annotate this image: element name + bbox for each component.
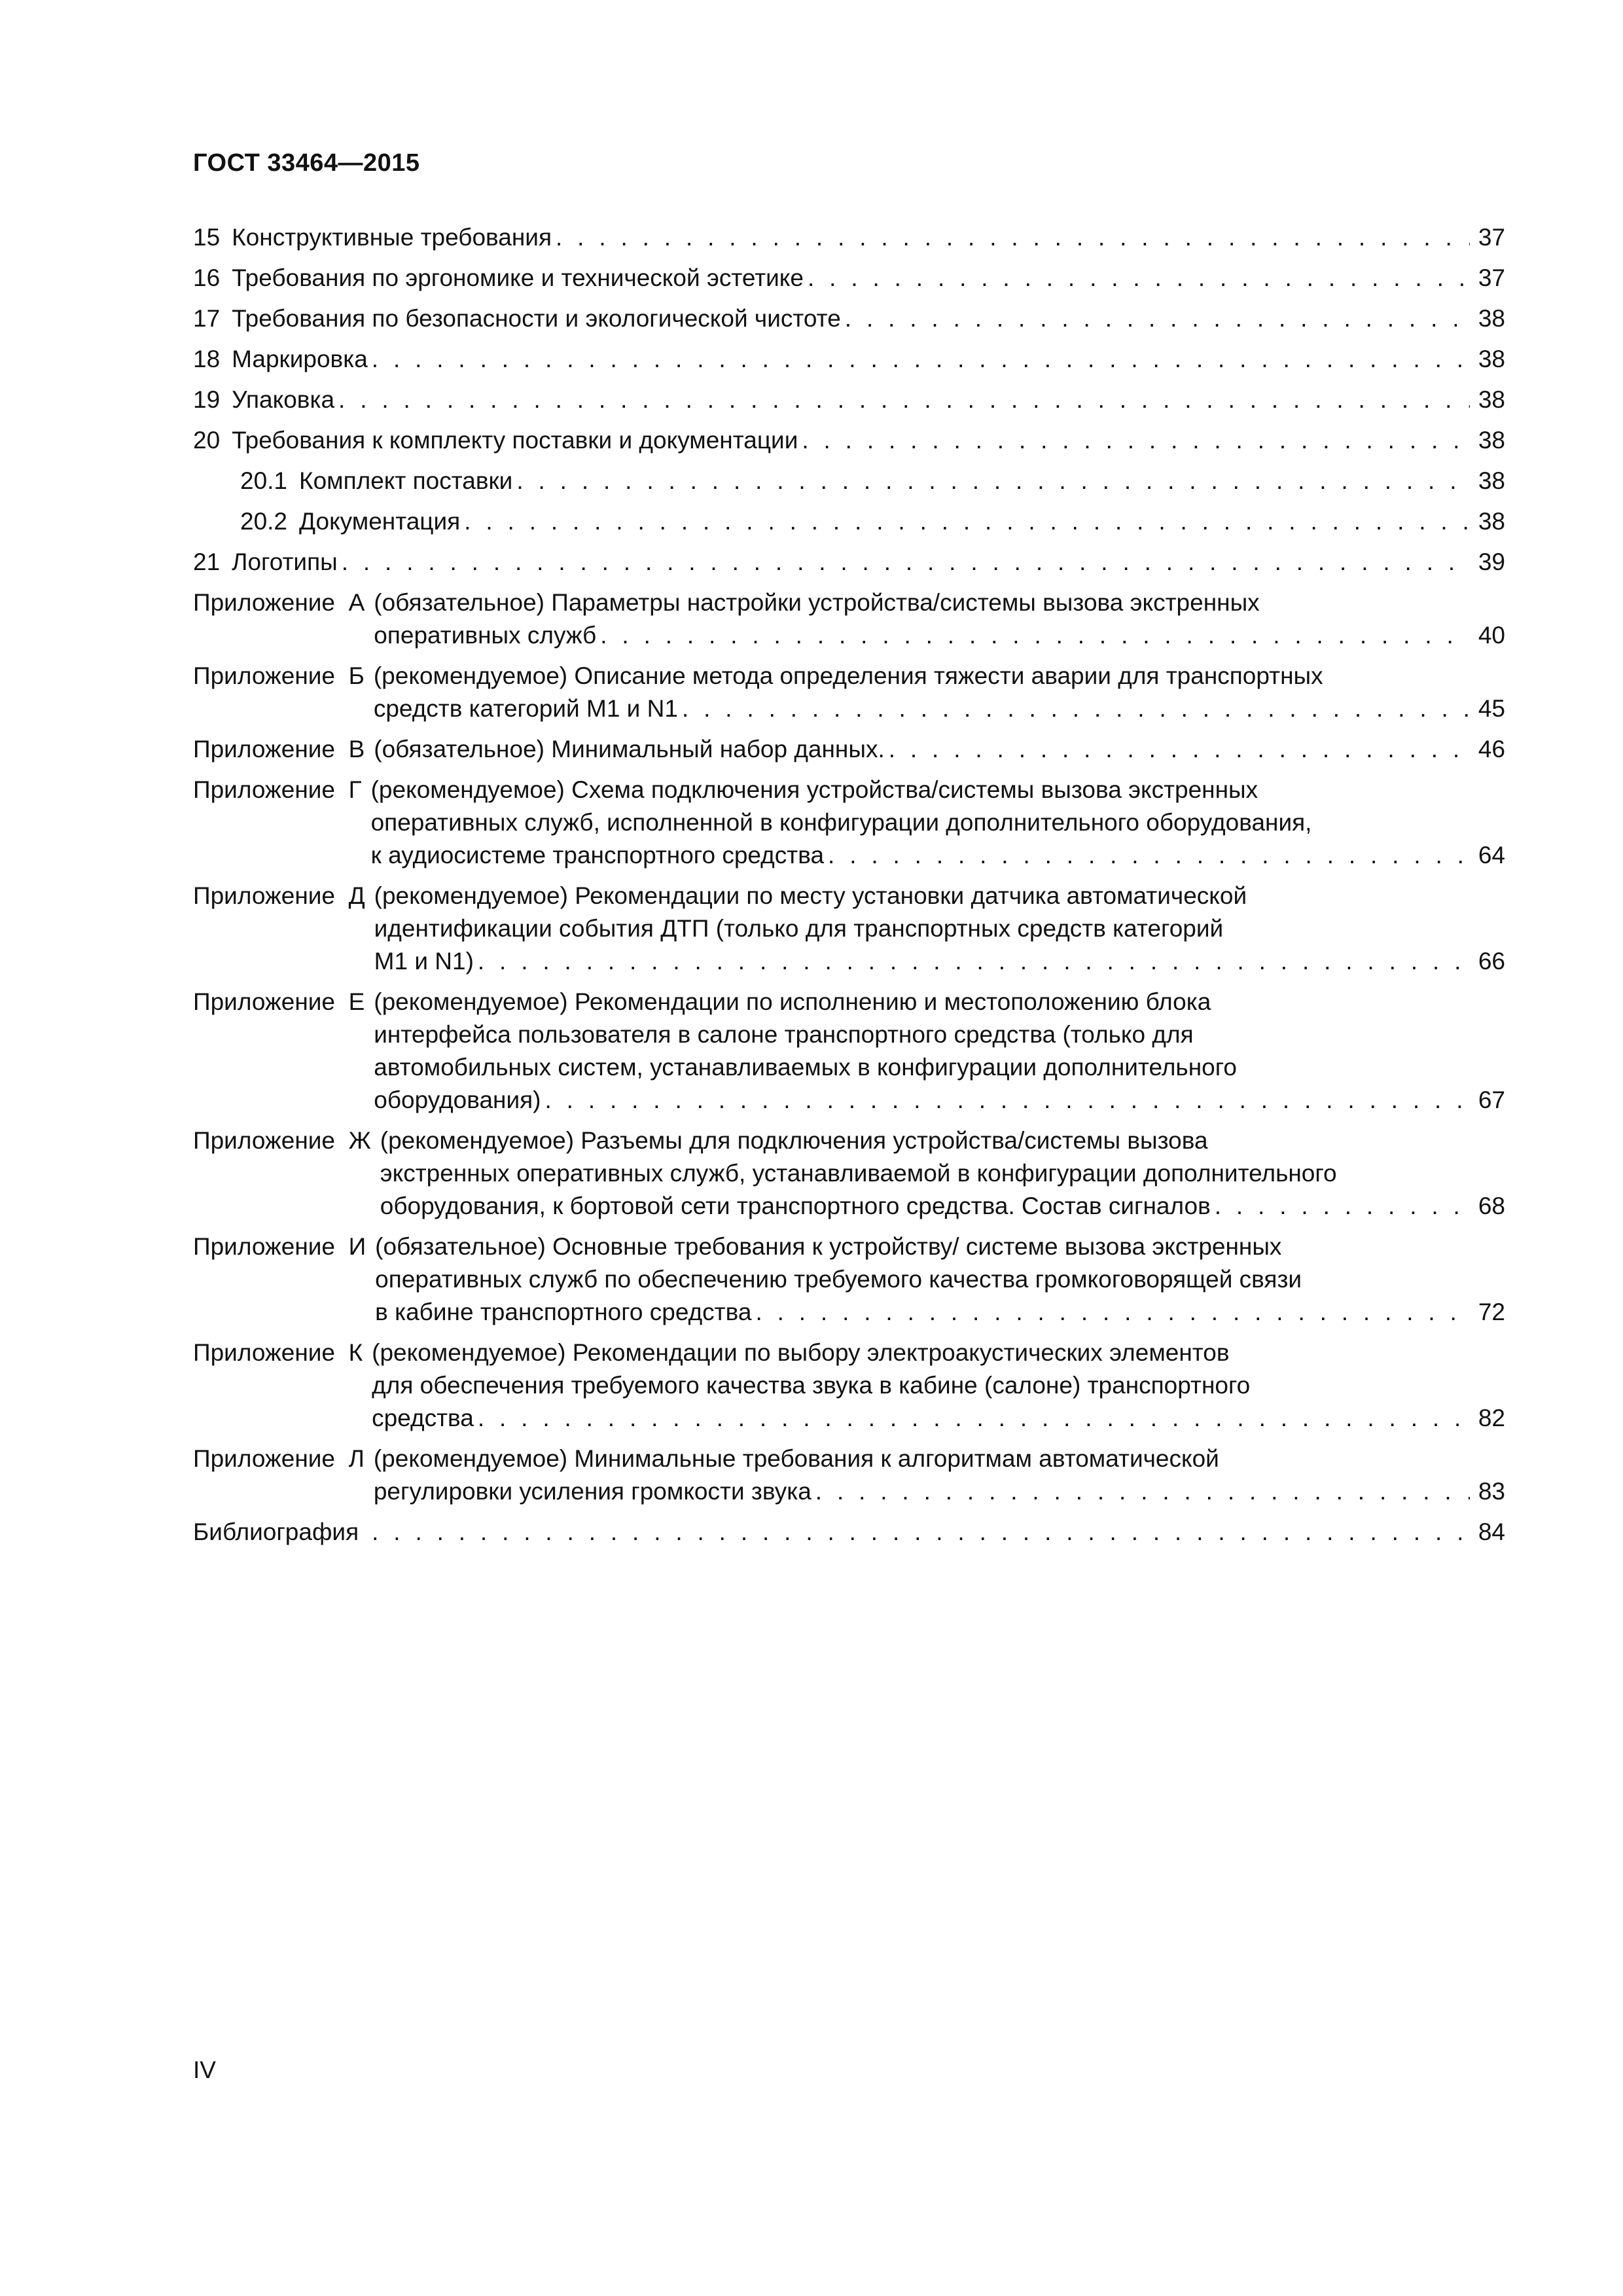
toc-entry-body: [299, 465, 1505, 497]
toc-dot-leader: [755, 1296, 1470, 1329]
toc-entry-title-line: идентификации события ДТП (только для транспортных средств категорий: [374, 915, 1224, 942]
toc-entry-last-line: [374, 692, 1505, 725]
toc-entry-title-line: средства: [372, 1405, 474, 1431]
toc-page-number: 38: [1478, 305, 1505, 332]
toc-entry[interactable]: [193, 733, 1505, 766]
toc-entry-last-line: [375, 1296, 1505, 1329]
toc-entry[interactable]: [193, 986, 1505, 1117]
toc-entry-body: [232, 384, 1505, 416]
toc-dot-leader: [808, 262, 1470, 295]
toc-entry[interactable]: [193, 546, 1505, 579]
toc-entry-last-line: [371, 839, 1505, 872]
toc-page-number: 84: [1478, 1518, 1505, 1545]
toc-entry-label: Приложение Л: [193, 1445, 365, 1472]
toc-entry-label: Приложение К: [193, 1339, 363, 1366]
toc-entry-last-line: [374, 945, 1505, 978]
toc-page-number: 45: [1478, 695, 1505, 722]
toc-entry-title-line: (обязательное) Минимальный набор данных.: [374, 736, 885, 762]
toc-entry-title-line: Конструктивные требования: [232, 224, 552, 251]
toc-entry-title-line: интерфейса пользователя в салоне транспортного средства (только для: [374, 1021, 1194, 1048]
toc-entry-last-line: [374, 733, 1505, 766]
toc-dot-leader: [556, 221, 1470, 254]
toc-entry-last-line: [299, 465, 1505, 497]
toc-entry-title-line: Логотипы: [232, 548, 338, 575]
toc-entry-body: [374, 733, 1505, 766]
toc-entry[interactable]: [193, 465, 1505, 497]
toc-entry[interactable]: [193, 1230, 1505, 1329]
toc-entry-title-line: регулировки усиления громкости звука: [373, 1478, 812, 1505]
toc-entry-label: Приложение И: [193, 1233, 366, 1260]
toc-entry-title-line: Маркировка: [232, 346, 368, 372]
toc-dot-leader: [815, 1475, 1470, 1508]
toc-dot-leader: [682, 692, 1470, 725]
toc-entry-title-line: оборудования): [374, 1086, 541, 1113]
toc-page-number: 66: [1478, 948, 1505, 975]
toc-entry-last-line: [232, 302, 1505, 335]
toc-entry-body: [374, 1443, 1505, 1508]
page-number: IV: [193, 2056, 216, 2083]
toc-entry-label: Приложение В: [193, 736, 365, 762]
toc-entry-body: [232, 262, 1505, 295]
toc-entry-title-line: к аудиосистеме транспортного средства: [370, 842, 825, 869]
toc-dot-leader: [516, 465, 1470, 497]
toc-entry-body: [232, 343, 1505, 376]
toc-entry-title-line: М1 и N1): [374, 948, 474, 975]
toc-entry-title-line: Требования по эргономике и технической эстетике: [232, 264, 804, 291]
toc-entry-number: 20.2: [240, 508, 288, 535]
toc-page-number: 37: [1478, 224, 1505, 251]
table-of-contents: [193, 221, 1505, 1556]
toc-entry-title-line: оперативных служб, исполненной в конфигурации дополнительного оборудования,: [370, 809, 1312, 836]
toc-entry[interactable]: [193, 1336, 1505, 1435]
toc-entry-label: Библиография: [193, 1518, 359, 1545]
toc-page-number: 38: [1478, 386, 1505, 413]
toc-entry-body: [232, 221, 1505, 254]
toc-entry-title-line: (обязательное) Параметры настройки устройства/системы вызова экстренных: [374, 589, 1260, 616]
toc-entry-last-line: [232, 221, 1505, 254]
toc-entry[interactable]: [193, 586, 1505, 652]
toc-page-number: 83: [1478, 1478, 1505, 1505]
toc-entry-title-line: автомобильных систем, устанавливаемых в конфигурации дополнительного: [374, 1054, 1237, 1081]
toc-entry-title-line: для обеспечения требуемого качества звука в кабине (салоне) транспортного: [372, 1372, 1251, 1399]
toc-entry-body: [374, 880, 1505, 978]
toc-entry-last-line: [380, 1190, 1505, 1223]
toc-dot-leader: [600, 619, 1470, 652]
toc-page-number: 46: [1478, 736, 1505, 762]
toc-page-number: 72: [1478, 1299, 1505, 1325]
toc-entry-last-line: [299, 505, 1505, 538]
toc-entry-body: [374, 586, 1505, 652]
toc-dot-leader: [845, 302, 1470, 335]
toc-entry-title-line: оборудования, к бортовой сети транспортного средства. Состав сигналов: [380, 1193, 1211, 1219]
toc-entry-title-line: (рекомендуемое) Схема подключения устройства/системы вызова экстренных: [370, 776, 1258, 803]
toc-entry-body: [232, 546, 1505, 579]
toc-entry-last-line: [374, 1475, 1505, 1508]
toc-page-number: 37: [1478, 264, 1505, 291]
toc-entry[interactable]: [193, 1443, 1505, 1508]
toc-page-number: 38: [1478, 508, 1505, 535]
toc-entry-title-line: Документация: [299, 508, 461, 535]
toc-page-number: 64: [1478, 842, 1505, 869]
toc-entry-title-line: (рекомендуемое) Рекомендации по выбору электроакустических элементов: [372, 1339, 1230, 1366]
toc-entry-label: Приложение Б: [193, 662, 365, 689]
toc-entry-number: 18: [193, 346, 221, 372]
toc-entry[interactable]: [193, 302, 1505, 335]
toc-dot-leader: [545, 1084, 1471, 1117]
toc-entry-title-line: (обязательное) Основные требования к устройству/ системе вызова экстренных: [375, 1233, 1282, 1260]
toc-entry-number: 20: [193, 427, 221, 454]
toc-entry-title-line: средств категорий М1 и N1: [373, 695, 678, 722]
toc-entry-body: [380, 1124, 1505, 1223]
toc-entry-title-line: Упаковка: [232, 386, 335, 413]
toc-page-number: 40: [1478, 622, 1505, 649]
toc-entry-title-line: Требования по безопасности и экологической чистоте: [232, 305, 841, 332]
toc-entry-label: Приложение Ж: [193, 1127, 371, 1154]
toc-dot-leader: [478, 945, 1470, 978]
toc-page-number: 38: [1478, 427, 1505, 454]
toc-entry-label: Приложение Д: [193, 882, 365, 909]
toc-entry-title-line: экстренных оперативных служб, устанавливаемой в конфигурации дополнительного: [380, 1160, 1337, 1187]
toc-entry[interactable]: [193, 343, 1505, 376]
toc-page-number: 38: [1478, 346, 1505, 372]
toc-entry-body: [232, 302, 1505, 335]
toc-dot-leader: [342, 546, 1470, 579]
toc-entry-body: [299, 505, 1505, 538]
toc-entry-title-line: оперативных служб: [374, 622, 597, 649]
toc-entry-label: Приложение Г: [193, 776, 362, 803]
toc-entry[interactable]: [193, 774, 1505, 872]
toc-dot-leader: [1215, 1190, 1470, 1223]
toc-entry-number: 15: [193, 224, 221, 251]
toc-entry[interactable]: [193, 262, 1505, 295]
toc-dot-leader: [828, 839, 1470, 872]
toc-dot-leader: [372, 343, 1470, 376]
toc-entry-title-line: (рекомендуемое) Описание метода определения тяжести аварии для транспортных: [373, 662, 1323, 689]
toc-entry-number: 16: [193, 264, 221, 291]
toc-entry-last-line: [372, 1402, 1505, 1435]
toc-page-number: 39: [1478, 548, 1505, 575]
toc-entry[interactable]: [193, 221, 1505, 254]
toc-entry-last-line: [374, 619, 1505, 652]
toc-entry-number: 19: [193, 386, 221, 413]
toc-entry-last-line: [374, 1084, 1505, 1117]
toc-entry-title-line: (рекомендуемое) Рекомендации по исполнению и местоположению блока: [374, 988, 1211, 1015]
toc-entry-title-line: оперативных служб по обеспечению требуемого качества громкоговорящей связи: [375, 1266, 1302, 1293]
toc-entry-title-line: Требования к комплекту поставки и документации: [232, 427, 798, 454]
toc-entry[interactable]: [193, 424, 1505, 457]
toc-entry-last-line: [232, 546, 1505, 579]
toc-entry-body: [372, 1336, 1505, 1435]
toc-entry-last-line: [232, 424, 1505, 457]
toc-entry-title-line: (рекомендуемое) Минимальные требования к алгоритмам автоматической: [373, 1445, 1219, 1472]
toc-entry-body: [368, 1516, 1505, 1549]
toc-entry-last-line: [232, 384, 1505, 416]
toc-dot-leader: [889, 733, 1470, 766]
toc-entry-label: Приложение А: [193, 589, 365, 616]
toc-page-number: 38: [1478, 467, 1505, 494]
toc-entry-number: 17: [193, 305, 221, 332]
toc-entry-last-line: [232, 262, 1505, 295]
toc-entry-body: [374, 986, 1505, 1117]
toc-dot-leader: [464, 505, 1470, 538]
toc-entry-body: [374, 660, 1505, 725]
toc-entry[interactable]: [193, 880, 1505, 978]
document-number-header: ГОСТ 33464—2015: [193, 149, 420, 177]
toc-dot-leader: [478, 1402, 1470, 1435]
toc-page-number: 67: [1478, 1086, 1505, 1113]
toc-entry-title-line: Комплект поставки: [299, 467, 513, 494]
toc-entry-last-line: [232, 343, 1505, 376]
toc-entry[interactable]: [193, 384, 1505, 416]
toc-entry-label: Приложение Е: [193, 988, 365, 1015]
toc-dot-leader: [372, 1516, 1470, 1549]
toc-entry-title-line: в кабине транспортного средства: [375, 1299, 752, 1325]
toc-dot-leader: [802, 424, 1470, 457]
toc-entry-body: [371, 774, 1505, 872]
toc-entry-number: 20.1: [240, 467, 288, 494]
toc-entry-body: [375, 1230, 1505, 1329]
toc-entry-last-line: [368, 1516, 1505, 1549]
toc-entry[interactable]: [193, 505, 1505, 538]
toc-page-number: 82: [1478, 1405, 1505, 1431]
toc-entry[interactable]: [193, 660, 1505, 725]
toc-entry-number: 21: [193, 548, 221, 575]
toc-entry-title-line: (рекомендуемое) Рекомендации по месту установки датчика автоматической: [374, 882, 1247, 909]
toc-entry[interactable]: [193, 1124, 1505, 1223]
toc-entry-body: [232, 424, 1505, 457]
toc-entry[interactable]: [193, 1516, 1505, 1549]
toc-dot-leader: [338, 384, 1470, 416]
toc-page-number: 68: [1478, 1193, 1505, 1219]
toc-entry-title-line: (рекомендуемое) Разъемы для подключения устройства/системы вызова: [380, 1127, 1208, 1154]
